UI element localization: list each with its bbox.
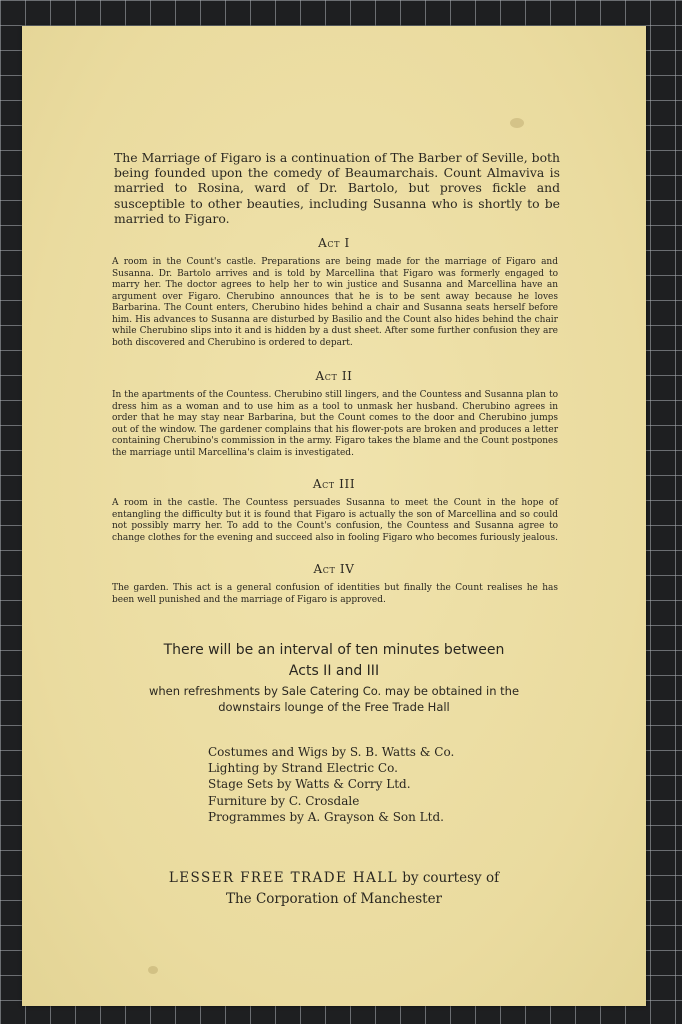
- production-credits: [208, 744, 454, 825]
- courtesy-organisation: The Corporation of Manchester: [225, 891, 443, 907]
- credit-programmes: Programmes by A. Grayson & Son Ltd.: [208, 809, 444, 824]
- act-2-heading: Act II: [315, 369, 353, 383]
- credit-stage-sets: Stage Sets by Watts & Corry Ltd.: [208, 777, 411, 792]
- venue-name: LESSER FREE TRADE HALL: [168, 870, 398, 886]
- interval-notice: [22, 640, 646, 715]
- interval-line-3: when refreshments by Sale Catering Co. may be obtained in the: [148, 684, 520, 698]
- venue-courtesy: [22, 868, 646, 910]
- act-1-heading: Act I: [318, 236, 350, 250]
- courtesy-by: by courtesy of: [402, 870, 500, 886]
- act-4-synopsis: The garden. This act is a general confusion of identities but finally the Count realises he has been well punished and the marriage of Figaro is approved.: [112, 583, 558, 605]
- credit-lighting: Lighting by Strand Electric Co.: [208, 761, 398, 776]
- programme-page: [22, 26, 646, 1006]
- paper-stain: [148, 966, 158, 974]
- act-2-synopsis: In the apartments of the Countess. Cherubino still lingers, and the Countess and Susanna plan to dress him as a woman and to use him as a tool to unmask her husband. Cherubino agrees in order that he may stay near Barbarina, but the Count comes to the door and Cherubino jumps out of the window. The gardener complains that his flower-pots are broken and produces a letter containing Cherubino's commission in the army. Figaro takes the blame and the Count postpones the marriage until Marcellina's claim is investigated.: [112, 390, 558, 458]
- synopsis-intro: The Marriage of Figaro is a continuation of The Barber of Seville, both being founded upon the comedy of Beaumarchais. Count Almaviva is married to Rosina, ward of Dr. Bartolo, but proves fickle and susceptible to other beauties, including Susanna who is shortly to be married to Figaro.: [114, 150, 560, 226]
- act-4-heading: Act IV: [313, 562, 355, 576]
- paper-stain: [510, 118, 524, 128]
- interval-line-2: Acts II and III: [288, 663, 380, 679]
- act-3-synopsis: A room in the castle. The Countess persuades Susanna to meet the Count in the hope of entangling the difficulty but it is found that Figaro is actually the son of Marcellina and so could not possibly marry her. To add to the Count's confusion, the Countess and Susanna agree to change clothes for the evening and succeed also in fooling Figaro who becomes furiously jealous.: [112, 498, 558, 543]
- credit-furniture: Furniture by C. Crosdale: [208, 793, 360, 808]
- act-3-heading: Act III: [312, 477, 356, 491]
- credit-costumes: Costumes and Wigs by S. B. Watts & Co.: [208, 745, 455, 759]
- interval-line-1: There will be an interval of ten minutes between: [163, 642, 505, 658]
- act-1-synopsis: A room in the Count's castle. Preparations are being made for the marriage of Figaro and Susanna. Dr. Bartolo arrives and is told by Marcellina that Figaro was formerly engaged to marry her. The doctor agrees to help her to win justice and Susanna and Marcellina have an argument over Figaro. Cherubino announces that he is to be sent away because he loves Barbarina. The Count enters, Cherubino hides behind a chair and Susanna seats herself before him. His advances to Susanna are disturbed by Basilio and the Count also hides behind the chair while Cherubino slips into it and is hidden by a dust sheet. After some further confusion they are both discovered and Cherubino is ordered to depart.: [112, 257, 558, 348]
- interval-line-4: downstairs lounge of the Free Trade Hall: [218, 699, 450, 714]
